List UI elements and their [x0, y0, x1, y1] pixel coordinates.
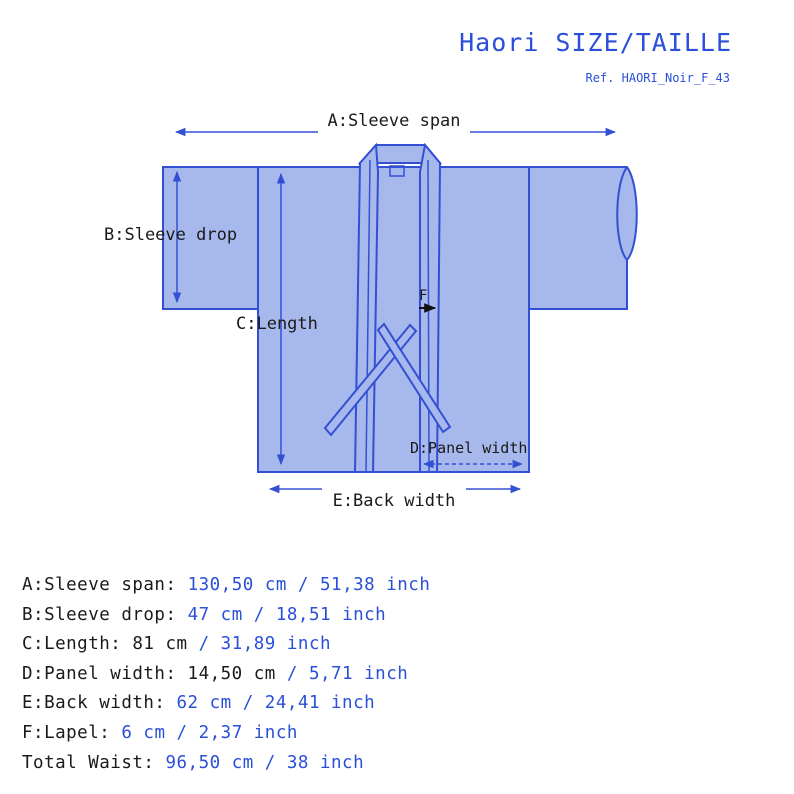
spec-value: / 5,71 inch	[286, 663, 409, 684]
spec-label: Total Waist:	[22, 752, 155, 773]
page-title: Haori SIZE/TAILLE	[459, 28, 732, 57]
spec-value: 6 cm / 2,37 inch	[121, 722, 298, 743]
spec-value: 47 cm / 18,51 inch	[187, 604, 387, 625]
label-c: C:Length	[236, 314, 318, 334]
spec-label: C:Length: 81 cm	[22, 634, 188, 655]
label-e: E:Back width	[332, 491, 456, 511]
label-b: B:Sleeve drop	[104, 225, 238, 245]
spec-back-width	[22, 689, 430, 719]
spec-label: F:Lapel:	[22, 722, 111, 743]
garment	[163, 145, 637, 472]
spec-value: / 31,89 inch	[198, 634, 332, 655]
spec-sleeve-span	[22, 571, 430, 601]
spec-lapel	[22, 719, 430, 749]
spec-value: 130,50 cm / 51,38 inch	[187, 575, 431, 595]
label-a: A:Sleeve span	[327, 111, 461, 131]
spec-total-waist	[22, 749, 430, 779]
spec-value: 96,50 cm / 38 inch	[165, 752, 365, 773]
lapel-line-right	[428, 160, 429, 472]
spec-label: B:Sleeve drop:	[22, 604, 177, 625]
spec-length	[22, 630, 430, 660]
spec-panel-width	[22, 660, 430, 690]
label-f: F	[419, 288, 428, 304]
spec-value: 62 cm / 24,41 inch	[176, 693, 376, 714]
label-d: D:Panel width	[410, 439, 528, 457]
spec-label: E:Back width:	[22, 693, 166, 714]
spec-label: D:Panel width: 14,50 cm	[22, 663, 276, 684]
reference-code: Ref. HAORI_Noir_F_43	[585, 71, 730, 85]
spec-sleeve-drop	[22, 601, 430, 631]
spec-label: A:Sleeve span:	[22, 575, 177, 595]
size-specs	[22, 571, 430, 778]
